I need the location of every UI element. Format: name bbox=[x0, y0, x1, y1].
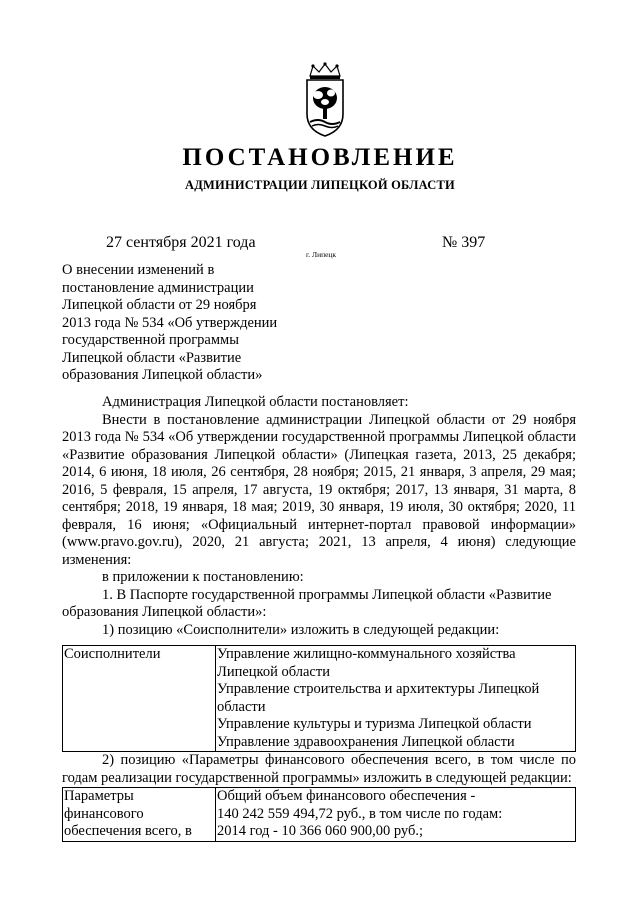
table-label-line: финансового bbox=[64, 805, 144, 822]
paragraph-financing: 2) позицию «Параметры финансового обеспечения всего, в том числе по годам реализации государственной программы» изложить в следующей редакции: bbox=[62, 752, 576, 786]
table-line: 140 242 559 494,72 руб., в том числе по годам: bbox=[217, 805, 503, 822]
table-line: Липецкой области bbox=[217, 663, 330, 680]
table-row bbox=[63, 646, 576, 752]
table-line: Общий объем финансового обеспечения - bbox=[217, 788, 476, 804]
paragraph-decree: Администрация Липецкой области постановляет: bbox=[102, 394, 409, 410]
subject-line: 2013 года № 534 «Об утверждении bbox=[62, 314, 278, 331]
subject-line: Липецкой области «Развитие bbox=[62, 349, 242, 366]
table-label-line: Параметры bbox=[64, 788, 134, 804]
document-title: ПОСТАНОВЛЕНИЕ bbox=[182, 144, 458, 171]
subject-line: образования Липецкой области» bbox=[62, 367, 263, 383]
paragraph-appendix: в приложении к постановлению: bbox=[102, 569, 304, 585]
table-cell-value bbox=[216, 646, 576, 752]
table-label-line: обеспечения всего, в bbox=[64, 823, 192, 839]
subject-line: О внесении изменений в bbox=[62, 262, 215, 278]
document-city: г. Липецк bbox=[306, 250, 337, 259]
subject-line: государственной программы bbox=[62, 332, 239, 348]
subject-line: Липецкой области от 29 ноября bbox=[62, 297, 257, 313]
paragraph-passport: 1. В Паспорте государственной программы Липецкой области «Развитие образования Липецкой области»: bbox=[62, 586, 552, 620]
document-subject bbox=[62, 262, 302, 385]
document-number: № 397 bbox=[442, 234, 486, 251]
table-line: Управление культуры и туризма Липецкой области bbox=[217, 716, 532, 732]
coat-of-arms-emblem bbox=[298, 62, 352, 138]
financing-table bbox=[62, 787, 576, 842]
table-line: Управление здравоохранения Липецкой области bbox=[217, 733, 515, 750]
document-date: 27 сентября 2021 года bbox=[106, 234, 256, 251]
paragraph-coexecutors: 1) позицию «Соисполнители» изложить в следующей редакции: bbox=[102, 621, 500, 638]
table-cell-label: Соисполнители bbox=[63, 646, 216, 752]
table-cell-label bbox=[63, 788, 216, 842]
document-body bbox=[62, 394, 576, 842]
table-line: Управление строительства и архитектуры Липецкой bbox=[217, 681, 540, 697]
table-row bbox=[63, 788, 576, 842]
coexecutors-table bbox=[62, 645, 576, 752]
table-line: 2014 год - 10 366 060 900,00 руб.; bbox=[217, 823, 424, 839]
subject-line: постановление администрации bbox=[62, 279, 254, 296]
paragraph-amendments: Внести в постановление администрации Липецкой области от 29 ноября 2013 года № 534 «Об утверждении государственной программы Липецкой области «Развитие образования Липецкой области» (Липецкая газета, 2013, 25 декабря; 2014, 6 июня, 18 июля, 26 сентября, 28 ноября; 2015, 21 января, 3 апреля, 29 мая; 2016, 5 февраля, 15 апреля, 17 августа, 19 октября; 2017, 13 января, 31 марта, 8 сентября; 2018, 19 января, 18 мая; 2019, 30 января, 19 июля, 30 октября; 2020, 11 февраля, 16 июня; «Официальный интернет-портал правовой информации» (www.pravo.gov.ru), 2020, 21 августа; 2021, 13 апреля, 4 июня) следующие изменения: bbox=[62, 411, 576, 568]
table-line: области bbox=[217, 698, 266, 715]
table-cell-value bbox=[216, 788, 576, 842]
table-line: Управление жилищно-коммунального хозяйства bbox=[217, 646, 516, 662]
document-subtitle: АДМИНИСТРАЦИИ ЛИПЕЦКОЙ ОБЛАСТИ bbox=[185, 178, 455, 192]
